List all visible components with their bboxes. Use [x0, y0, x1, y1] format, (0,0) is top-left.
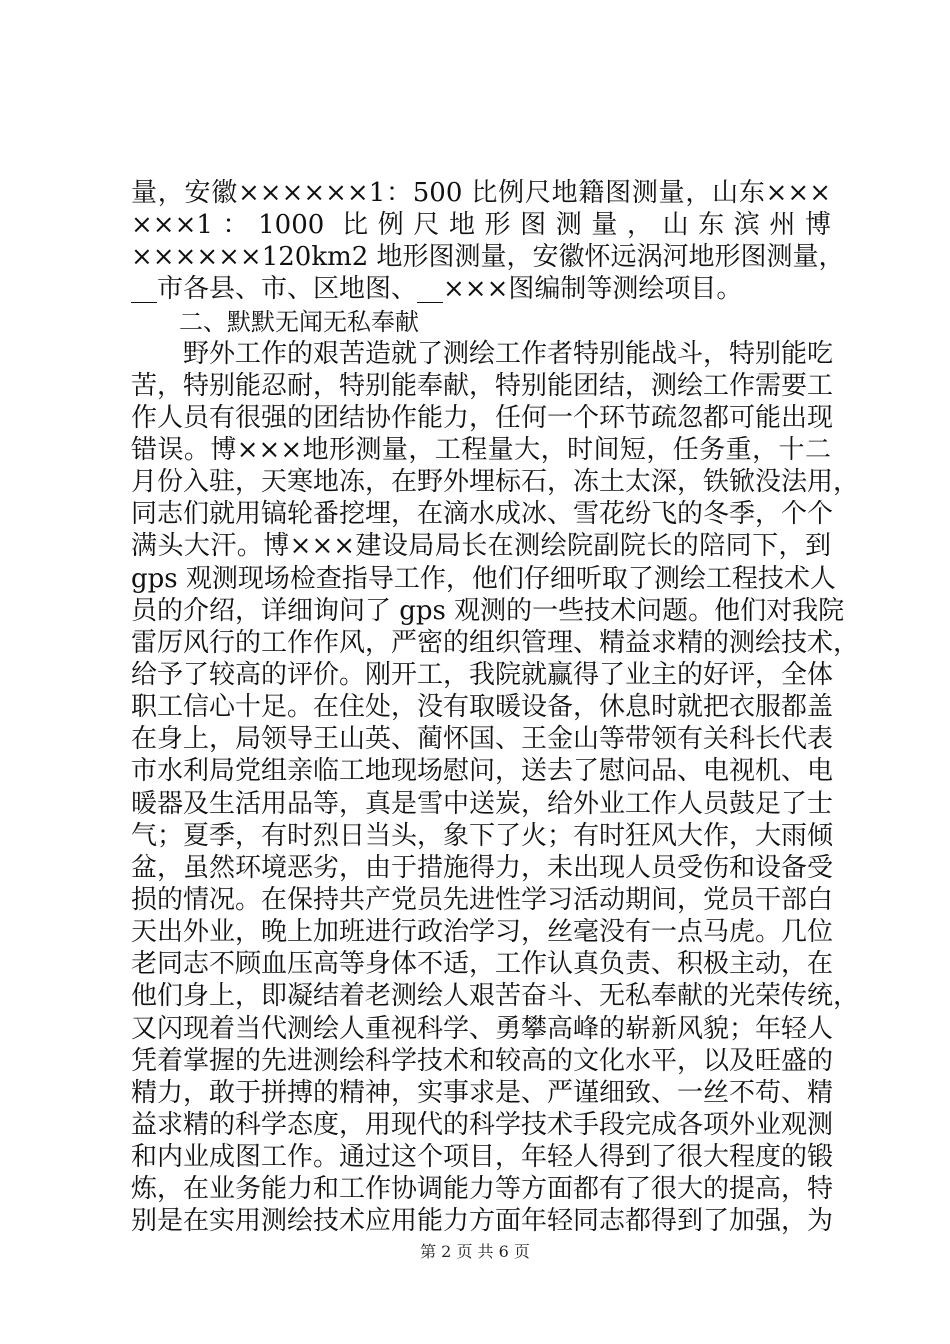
text-line: 他们身上，即凝结着老测绘人艰苦奋斗、无私奉献的光荣传统， [131, 981, 860, 1011]
text-line: 精力，敢于拼搏的精神，实事求是、严谨细致、一丝不苟、精 [131, 1078, 834, 1108]
text-line: 又闪现着当代测绘人重视科学、勇攀高峰的崭新风貌；年轻人 [131, 1014, 834, 1044]
section-heading: 二、默默无闻无私奉献 [131, 308, 419, 336]
text-line: ××××××120km2 地形图测量，安徽怀远涡河地形图测量， [131, 242, 845, 272]
text-line: 给予了较高的评价。刚开工，我院就赢得了业主的好评，全体 [131, 660, 834, 690]
text-line: 雷厉风行的工作作风，严密的组织管理、精益求精的测绘技术， [131, 628, 860, 658]
text-line: 野外工作的艰苦造就了测绘工作者特别能战斗，特别能吃 [131, 339, 834, 369]
text-line: 作人员有很强的团结协作能力，任何一个环节疏忽都可能出现 [131, 403, 834, 433]
text-line: __市各县、市、区地图、__×××图编制等测绘项目。 [131, 274, 743, 304]
text-line: 凭着掌握的先进测绘科学技术和较高的文化水平，以及旺盛的 [131, 1046, 834, 1076]
text-line: 在身上，局领导王山英、蔺怀国、王金山等带领有关科长代表 [131, 724, 834, 754]
text-line: 盆，虽然环境恶劣，由于措施得力，未出现人员受伤和设备受 [131, 853, 834, 883]
text-line: 月份入驻，天寒地冻，在野外埋标石，冻土太深，铁锨没法用， [131, 467, 860, 497]
text-line: ×××1：1000 比例尺地形图测量，山东滨州博 [131, 210, 831, 240]
text-line: gps 观测现场检查指导工作，他们仔细听取了测绘工程技术人 [131, 564, 836, 594]
text-line: 满头大汗。博×××建设局局长在测绘院副院长的陪同下，到 [131, 531, 831, 561]
text-line: 天出外业，晚上加班进行政治学习，丝毫没有一点马虎。几位 [131, 917, 834, 947]
text-line: 暖器及生活用品等，真是雪中送炭，给外业工作人员鼓足了士 [131, 789, 834, 819]
text-line: 炼，在业务能力和工作协调能力等方面都有了很大的提高，特 [131, 1174, 834, 1204]
text-line: 别是在实用测绘技术应用能力方面年轻同志都得到了加强，为 [131, 1206, 834, 1236]
text-line: 错误。博×××地形测量，工程量大，时间短，任务重，十二 [131, 435, 831, 465]
page-footer: 第 2 页 共 6 页 [420, 1242, 530, 1261]
text-line: 同志们就用镐轮番挖埋，在滴水成冰、雪花纷飞的冬季，个个 [131, 499, 834, 529]
text-line: 员的介绍，详细询问了 gps 观测的一些技术问题。他们对我院 [131, 596, 845, 626]
text-line: 损的情况。在保持共产党员先进性学习活动期间，党员干部白 [131, 885, 834, 915]
text-line: 市水利局党组亲临工地现场慰问，送去了慰问品、电视机、电 [131, 756, 834, 786]
text-line: 益求精的科学态度，用现代的科学技术手段完成各项外业观测 [131, 1110, 834, 1140]
text-line: 量，安徽××××××1：500 比例尺地籍图测量，山东××× [131, 178, 831, 208]
text-line: 和内业成图工作。通过这个项目，年轻人得到了很大程度的锻 [131, 1142, 834, 1172]
text-line: 气；夏季，有时烈日当头，象下了火；有时狂风大作，大雨倾 [131, 821, 834, 851]
text-line: 苦，特别能忍耐，特别能奉献，特别能团结，测绘工作需要工 [131, 371, 834, 401]
text-line: 职工信心十足。在住处，没有取暖设备，休息时就把衣服都盖 [131, 692, 834, 722]
text-line: 老同志不顾血压高等身体不适，工作认真负责、积极主动，在 [131, 949, 834, 979]
